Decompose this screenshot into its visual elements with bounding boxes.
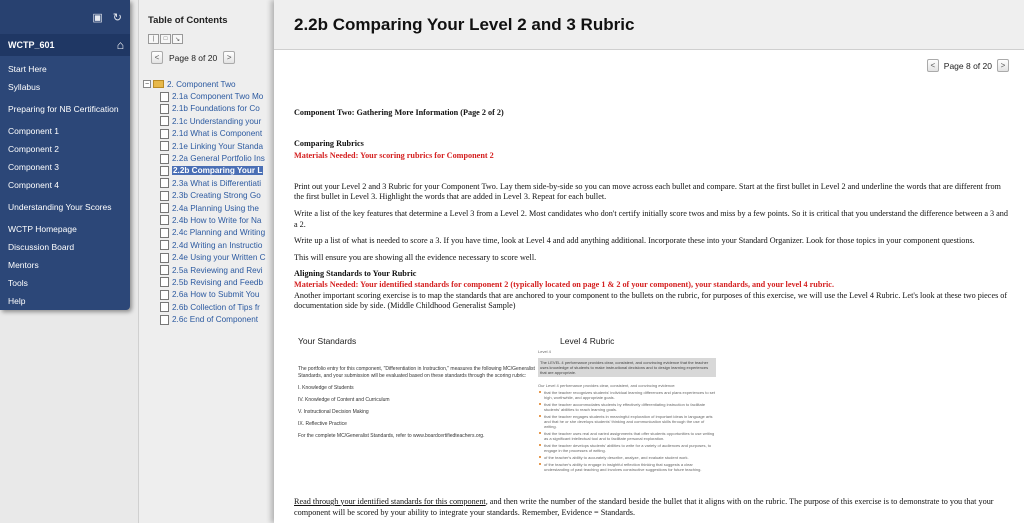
standards-intro: The portfolio entry for this component, "Differentiation in Instruction," measures the following MC/Generalist Standards, and your submission will be evaluated based on these standards through the scoring rubric: bbox=[298, 366, 535, 379]
comparing-heading: Comparing Rubrics bbox=[294, 138, 364, 148]
toc-item[interactable] bbox=[139, 289, 274, 301]
nav-item-understanding-your-scores[interactable]: Understanding Your Scores bbox=[8, 202, 112, 212]
nav-item-mentors[interactable]: Mentors bbox=[8, 260, 39, 270]
toc-folder-component-two[interactable] bbox=[139, 78, 274, 90]
toc-item-label[interactable]: 2.1b Foundations for Co bbox=[172, 104, 260, 114]
aligning-heading: Aligning Standards to Your Rubric bbox=[294, 269, 417, 279]
page-icon bbox=[160, 203, 169, 213]
nav-item-component-3[interactable]: Component 3 bbox=[8, 162, 60, 172]
toc-folder-label[interactable]: 2. Component Two bbox=[167, 79, 236, 89]
rubric-level: Level 4 bbox=[538, 349, 551, 354]
rubric-bullet: that the teacher recognizes students' individual learning differences and plans experiences to set high, worthwhile, and appropriate goals. bbox=[538, 390, 716, 400]
toc-item[interactable] bbox=[139, 214, 274, 226]
rubric-bullet: that the teacher develops students' abilities to write for a variety of audiences and purposes, to engage in the processes of writing. bbox=[538, 443, 716, 453]
toc-item-label[interactable]: 2.5a Reviewing and Revi bbox=[172, 265, 263, 275]
menu-toolbar bbox=[0, 0, 130, 34]
standard-item: IV. Knowledge of Content and Curriculum bbox=[298, 397, 390, 403]
nav-item-tools[interactable]: Tools bbox=[8, 278, 28, 288]
toc-item-label[interactable]: 2.4e Using your Written C bbox=[172, 253, 266, 263]
nav-item-component-4[interactable]: Component 4 bbox=[8, 180, 60, 190]
materials-needed-1: Materials Needed: Your scoring rubrics for Component 2 bbox=[294, 151, 494, 161]
course-name[interactable]: WCTP_601 bbox=[8, 40, 55, 50]
prev-page-button[interactable]: < bbox=[927, 59, 939, 72]
toc-item-label[interactable]: 2.3a What is Differentiati bbox=[172, 178, 262, 188]
toc-toolbar bbox=[148, 34, 274, 44]
page-icon bbox=[160, 166, 169, 176]
nav-item-syllabus[interactable]: Syllabus bbox=[8, 82, 41, 92]
page-icon bbox=[160, 104, 169, 114]
toc-item[interactable] bbox=[139, 152, 274, 164]
nav-item-wctp-homepage[interactable]: WCTP Homepage bbox=[8, 224, 77, 234]
bottom-identified: identified standards for this component bbox=[355, 497, 486, 506]
standard-item: V. Instructional Decision Making bbox=[298, 409, 369, 415]
rubric-bullet: that the teacher engages students in meaningful exploration of important ideas in language arts and that he or she develops students' thinking and communication skills through the use of writing. bbox=[538, 414, 716, 429]
toc-item-label[interactable]: 2.4c Planning and Writing bbox=[172, 228, 266, 238]
nav-item-help[interactable]: Help bbox=[8, 296, 26, 306]
standard-item: I. Knowledge of Students bbox=[298, 385, 354, 391]
page-icon bbox=[160, 253, 169, 263]
materials-needed-2: Materials Needed: Your identified standards for component 2 (typically located on page 1 & 2 of your component), your standards, and your level 4 rubric. bbox=[294, 279, 834, 289]
paragraph-2: Write a list of the key features that determine a Level 3 from a Level 2. Most candidates who don't certify initially score twos and miss by a few points. So it is critical that you understand the difference between a 3 and a 2. bbox=[294, 208, 1008, 229]
home-icon[interactable]: ⌂ bbox=[116, 38, 124, 52]
page-icon bbox=[160, 129, 169, 139]
rubric-bullet: that the teacher accommodates students by effectively differentiating instruction to facilitate students' abilities to reach learning goals. bbox=[538, 402, 716, 412]
toc-item[interactable] bbox=[139, 313, 274, 325]
rubric-bullet: that the teacher uses real and varied assignments that offer students opportunities to use writing as a significant intellectual tool and to facilitate personal exploration. bbox=[538, 431, 716, 441]
toc-prev-page-button[interactable]: < bbox=[151, 51, 163, 64]
toc-page-indicator: Page 8 of 20 bbox=[169, 52, 218, 63]
page-icon bbox=[160, 302, 169, 312]
next-page-button[interactable]: > bbox=[997, 59, 1009, 72]
course-menu bbox=[0, 0, 130, 310]
page-icon bbox=[160, 191, 169, 201]
rubric-excerpt bbox=[538, 349, 716, 479]
your-standards-label: Your Standards bbox=[298, 336, 357, 346]
toc-item-label[interactable]: 2.1e Linking Your Standa bbox=[172, 141, 264, 151]
toc-title: Table of Contents bbox=[148, 15, 228, 26]
rubric-bullet: of the teacher's ability to engage in insightful reflection thinking that suggests a clear understanding of past teaching and involves constructive suggestions for future teaching. bbox=[538, 462, 716, 472]
bottom-read: Read through bbox=[294, 497, 341, 506]
toc-item-label[interactable]: 2.6c End of Component bbox=[172, 315, 259, 325]
paragraph-4: This will ensure you are showing all the evidence necessary to score well. bbox=[294, 252, 537, 262]
nav-item-discussion-board[interactable]: Discussion Board bbox=[8, 242, 75, 252]
toc-item-label[interactable]: 2.1a Component Two Mo bbox=[172, 92, 264, 102]
standards-footer: For the complete MC/Generalist Standards, refer to www.boardcertifiedteachers.org. bbox=[298, 433, 485, 439]
page-indicator: Page 8 of 20 bbox=[943, 60, 992, 71]
toc-item[interactable] bbox=[139, 276, 274, 288]
document-body bbox=[294, 108, 1010, 318]
collapse-toggle-icon[interactable]: − bbox=[144, 80, 150, 88]
toc-item[interactable] bbox=[139, 264, 274, 276]
toc-item[interactable] bbox=[139, 251, 274, 263]
toc-item-label[interactable]: 2.2b Comparing Your L bbox=[173, 166, 263, 176]
page-icon bbox=[160, 277, 169, 287]
toc-pager bbox=[151, 51, 274, 64]
toc-item-label[interactable]: 2.4b How to Write for Na bbox=[172, 215, 262, 225]
folder-icon bbox=[153, 80, 164, 88]
nav-item-component-1[interactable]: Component 1 bbox=[8, 126, 60, 136]
page-icon bbox=[160, 240, 169, 250]
page-icon bbox=[160, 290, 169, 300]
toc-item[interactable] bbox=[139, 239, 274, 251]
toc-item[interactable] bbox=[139, 301, 274, 313]
content-pager bbox=[927, 59, 1009, 72]
resize-icon[interactable]: ↘ bbox=[172, 34, 183, 44]
nav-item-start-here[interactable]: Start Here bbox=[8, 64, 47, 74]
standard-item: IX. Reflective Practice bbox=[298, 421, 347, 427]
toc-item[interactable] bbox=[139, 140, 274, 152]
toc-item-label[interactable]: 2.4d Writing an Instructio bbox=[172, 240, 263, 250]
component-heading: Component Two: Gathering More Information (Page 2 of 2) bbox=[294, 108, 504, 117]
nav-item-component-2[interactable]: Component 2 bbox=[8, 144, 60, 154]
toc-item[interactable] bbox=[139, 177, 274, 189]
toc-item-label[interactable]: 2.2a General Portfolio Ins bbox=[172, 154, 265, 164]
toc-item-label[interactable]: 2.3b Creating Strong Go bbox=[172, 191, 261, 201]
page-icon bbox=[160, 228, 169, 238]
page-icon bbox=[160, 92, 169, 102]
page-icon bbox=[160, 178, 169, 188]
toc-item-label[interactable]: 2.1c Understanding your bbox=[172, 116, 262, 126]
page-icon bbox=[160, 315, 169, 325]
course-title-bar[interactable] bbox=[0, 34, 130, 56]
closing-paragraph bbox=[294, 497, 1010, 518]
page-icon bbox=[160, 215, 169, 225]
toc-item-label[interactable]: 2.5b Revising and Feedb bbox=[172, 277, 264, 287]
toc-item[interactable] bbox=[139, 227, 274, 239]
toc-item-label[interactable]: 2.6a How to Submit You bbox=[172, 290, 260, 300]
toc-item[interactable] bbox=[139, 202, 274, 214]
level-4-rubric-label: Level 4 Rubric bbox=[560, 336, 615, 346]
page-icon bbox=[160, 154, 169, 164]
paragraph-3: Write up a list of what is needed to score a 3. If you have time, look at Level 4 and add anything additional. Incorporate these into your Standard Organizer. Look for those topics in your component questions. bbox=[294, 236, 975, 246]
expand-icon[interactable]: □ bbox=[160, 34, 171, 44]
toc-item[interactable] bbox=[139, 165, 274, 177]
rubric-summary: The LEVEL 4 performance provides clear, consistent, and convincing evidence that the teacher uses knowledge of students to make instructional decisions and to design learning experiences that are appropriate. bbox=[538, 358, 716, 377]
collapse-icon[interactable]: | bbox=[148, 34, 159, 44]
rubric-intro: Our Level 4 performance provides clear, consistent, and convincing evidence: bbox=[538, 383, 676, 388]
toc-item-label[interactable]: 2.6b Collection of Tips fr bbox=[172, 302, 260, 312]
page-title: 2.2b Comparing Your Level 2 and 3 Rubric bbox=[294, 14, 635, 34]
bottom-your: your bbox=[340, 497, 356, 506]
page-header bbox=[274, 0, 1024, 50]
toc-item-label[interactable]: 2.1d What is Component bbox=[172, 129, 263, 139]
page-icon bbox=[160, 141, 169, 151]
nav-item-preparing-for-nb-certification[interactable]: Preparing for NB Certification bbox=[8, 104, 119, 114]
content-frame bbox=[274, 0, 1024, 523]
standards-excerpt bbox=[298, 366, 538, 445]
standards-comparison-image bbox=[294, 332, 1010, 482]
page-icon bbox=[160, 265, 169, 275]
bottom-rest: . The purpose of this exercise is to demonstrate to you that your component will be scored by your ability to integrate your standards. bbox=[294, 497, 994, 517]
rubric-bullet: of the teacher's ability to accurately describe, analyze, and evaluate student work. bbox=[538, 455, 716, 460]
bottom-mid: , and then write the number of the standard beside the bullet that it aligns with on the rubric bbox=[485, 497, 786, 506]
refresh-icon[interactable]: ↻ bbox=[112, 11, 122, 24]
toc-item[interactable] bbox=[139, 90, 274, 102]
page-icon bbox=[160, 116, 169, 126]
toc-item[interactable] bbox=[139, 115, 274, 127]
folder-view-icon[interactable]: ▣ bbox=[92, 11, 103, 24]
toc-item-label[interactable]: 2.4a Planning Using the bbox=[172, 203, 259, 213]
toc-item[interactable] bbox=[139, 128, 274, 140]
table-of-contents-panel bbox=[138, 0, 274, 523]
toc-item[interactable] bbox=[139, 190, 274, 202]
toc-tree bbox=[139, 78, 274, 326]
bottom-remember: Remember, Evidence = Standards. bbox=[521, 507, 636, 517]
paragraph-1: Print out your Level 2 and 3 Rubric for your Component Two. Lay them side-by-side so you can move across each bullet and compare. Start at the first bullet in Level 2 and underline the words that are different from the first bullet in Level 3. Highlight the words that are added in Level 3. Repeat for each bullet. bbox=[294, 181, 1001, 202]
paragraph-5: Another important scoring exercise is to map the standards that are anchored to your component to the bullets on the rubric, for purposes of this exercise, we will use the Level 4 Rubric. Let's look at these two pieces of documentation side by side. (Middle Childhood Generalist Sample) bbox=[294, 290, 1008, 311]
toc-next-page-button[interactable]: > bbox=[223, 51, 235, 64]
toc-item[interactable] bbox=[139, 103, 274, 115]
